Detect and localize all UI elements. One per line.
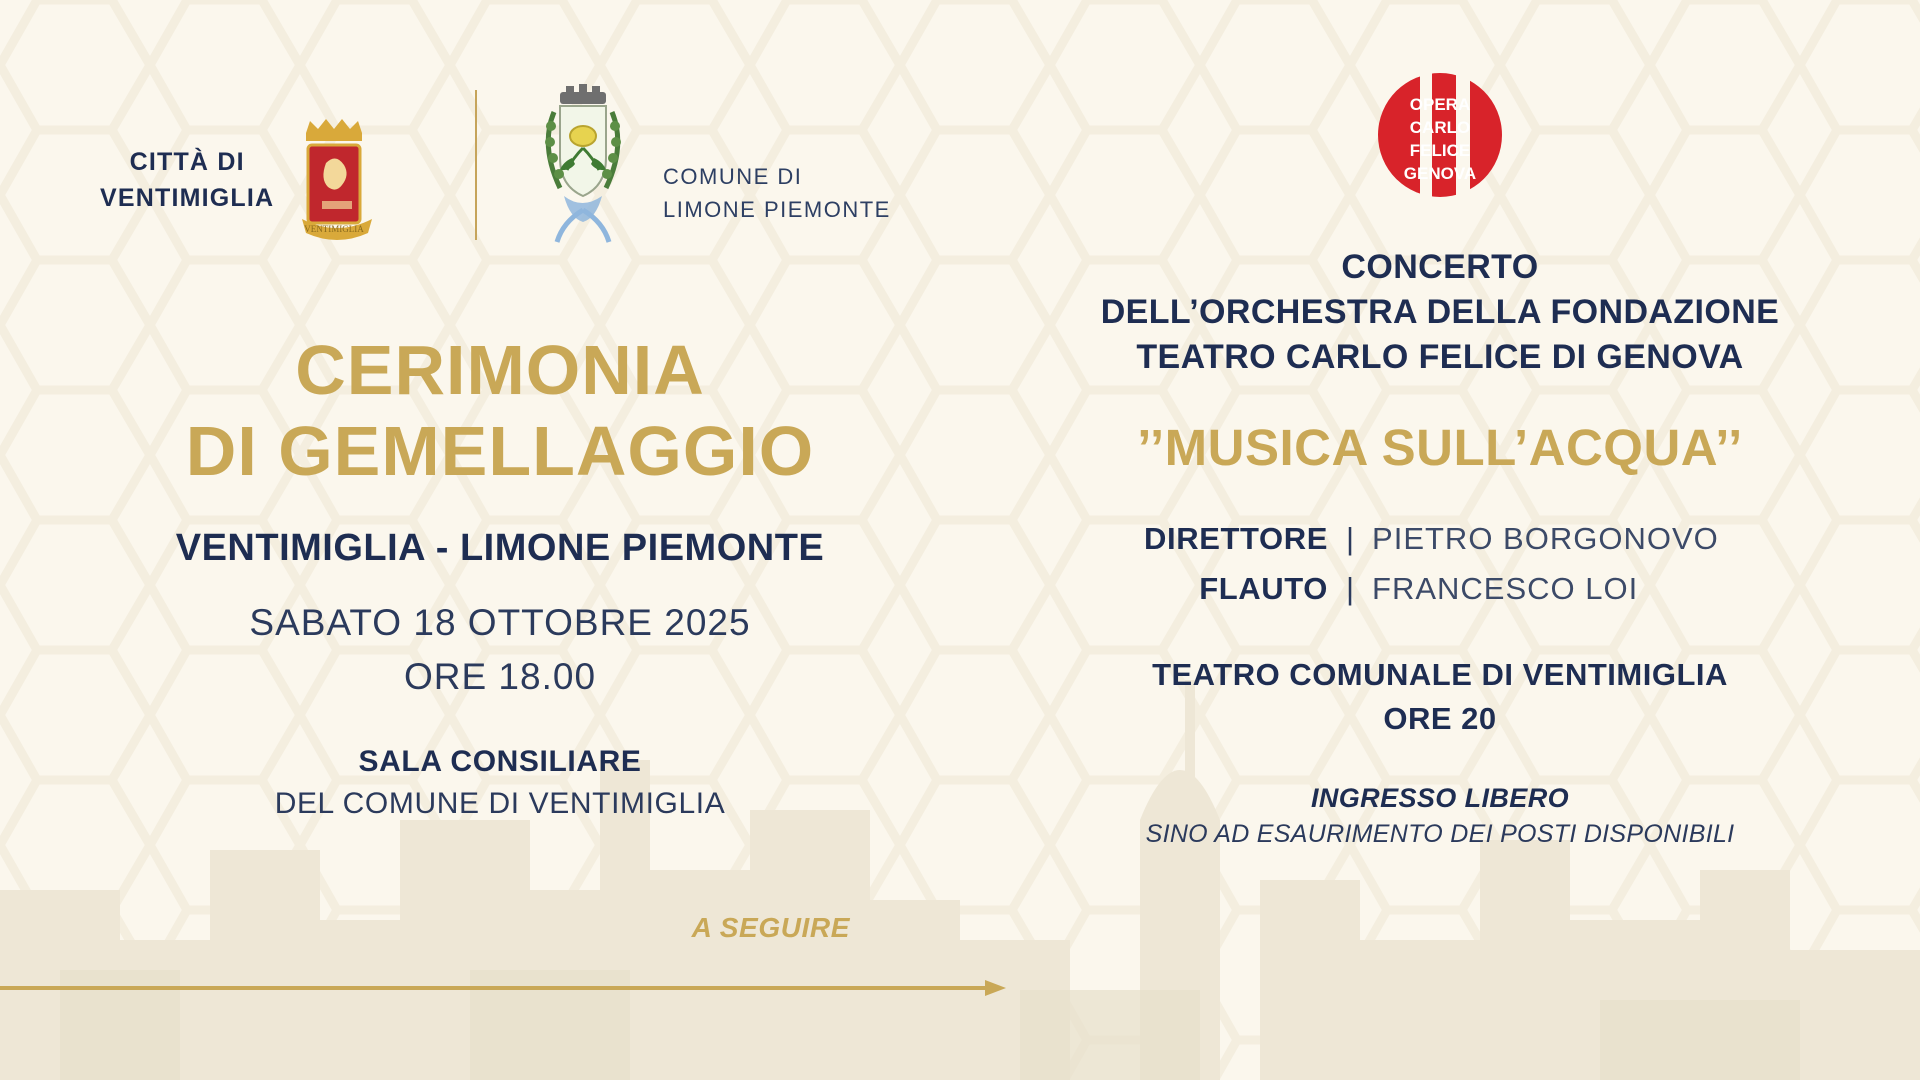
svg-text:CARLO: CARLO [1409,118,1471,137]
logo-citta-di-ventimiglia [100,115,378,245]
ceremony-venue-detail: DEL COMUNE DI VENTIMIGLIA [274,787,726,821]
credits-list [1010,521,1870,607]
logo-comune-di-limone-piemonte [520,78,891,253]
svg-text:OPERA: OPERA [1409,95,1471,114]
ventimiglia-coat-of-arms-icon [296,115,378,245]
programme-title: ’’MUSICA SULL’ACQUA’’ [1137,418,1743,476]
svg-text:VENTIMIGLIA: VENTIMIGLIA [304,224,365,234]
logo-opera-carlo-felice-genova [1360,65,1520,220]
concert-heading-line1: CONCERTO [1341,248,1539,286]
a-seguire-label: A SEGUIRE [691,912,850,943]
logo-ventimiglia-line2: VENTIMIGLIA [100,184,275,212]
concert-time: ORE 20 [1383,700,1497,736]
ceremony-subtitle: VENTIMIGLIA - LIMONE PIEMONTE [175,527,825,569]
concert-venue [1010,653,1870,741]
arrow-right-icon [0,978,1010,998]
credit-separator: | [1345,570,1355,606]
credit-row [1010,571,1870,607]
ceremony-block [60,330,940,821]
concert-block [1010,245,1870,849]
concert-heading-line2: DELL’ORCHESTRA DELLA FONDAZIONE [1100,292,1780,331]
free-entry-label: INGRESSO LIBERO [1310,782,1570,813]
free-entry-note: SINO AD ESAURIMENTO DEI POSTI DISPONIBILI [1145,819,1735,848]
concert-heading-line3: TEATRO CARLO FELICE DI GENOVA [1136,337,1744,376]
concert-venue-name: TEATRO COMUNALE DI VENTIMIGLIA [1152,656,1728,692]
ceremony-title-line1: CERIMONIA [295,331,705,409]
svg-text:GENOVA: GENOVA [1403,164,1477,183]
concert-heading [1010,245,1870,380]
opera-carlo-felice-genova-logo-icon [1360,65,1520,215]
credit-row [1010,521,1870,557]
credit-name: FRANCESCO LOI [1372,570,1639,606]
ceremony-venue-name: SALA CONSILIARE [358,745,642,779]
header-logos [0,40,1920,234]
a-seguire-block [60,912,940,944]
limone-piemonte-coat-of-arms-icon [520,78,645,253]
logo-limone-line2: LIMONE PIEMONTE [663,197,891,222]
logo-ventimiglia-text [100,144,274,217]
logo-limone-text [663,160,891,226]
logo-ventimiglia-line1: CITTÀ DI [129,147,245,176]
ceremony-title [60,330,940,491]
credit-role: DIRETTORE [1144,520,1328,556]
credit-name: PIETRO BORGONOVO [1372,520,1719,556]
svg-text:FELICE: FELICE [1409,141,1471,160]
credit-separator: | [1345,520,1355,556]
ceremony-time: ORE 18.00 [403,655,597,697]
credit-role: FLAUTO [1199,570,1328,606]
logo-limone-line1: COMUNE DI [663,164,803,189]
ceremony-date: SABATO 18 OTTOBRE 2025 [249,602,751,643]
ceremony-datetime [60,596,940,703]
logo-divider [475,90,477,240]
ceremony-title-line2: DI GEMELLAGGIO [185,411,815,490]
